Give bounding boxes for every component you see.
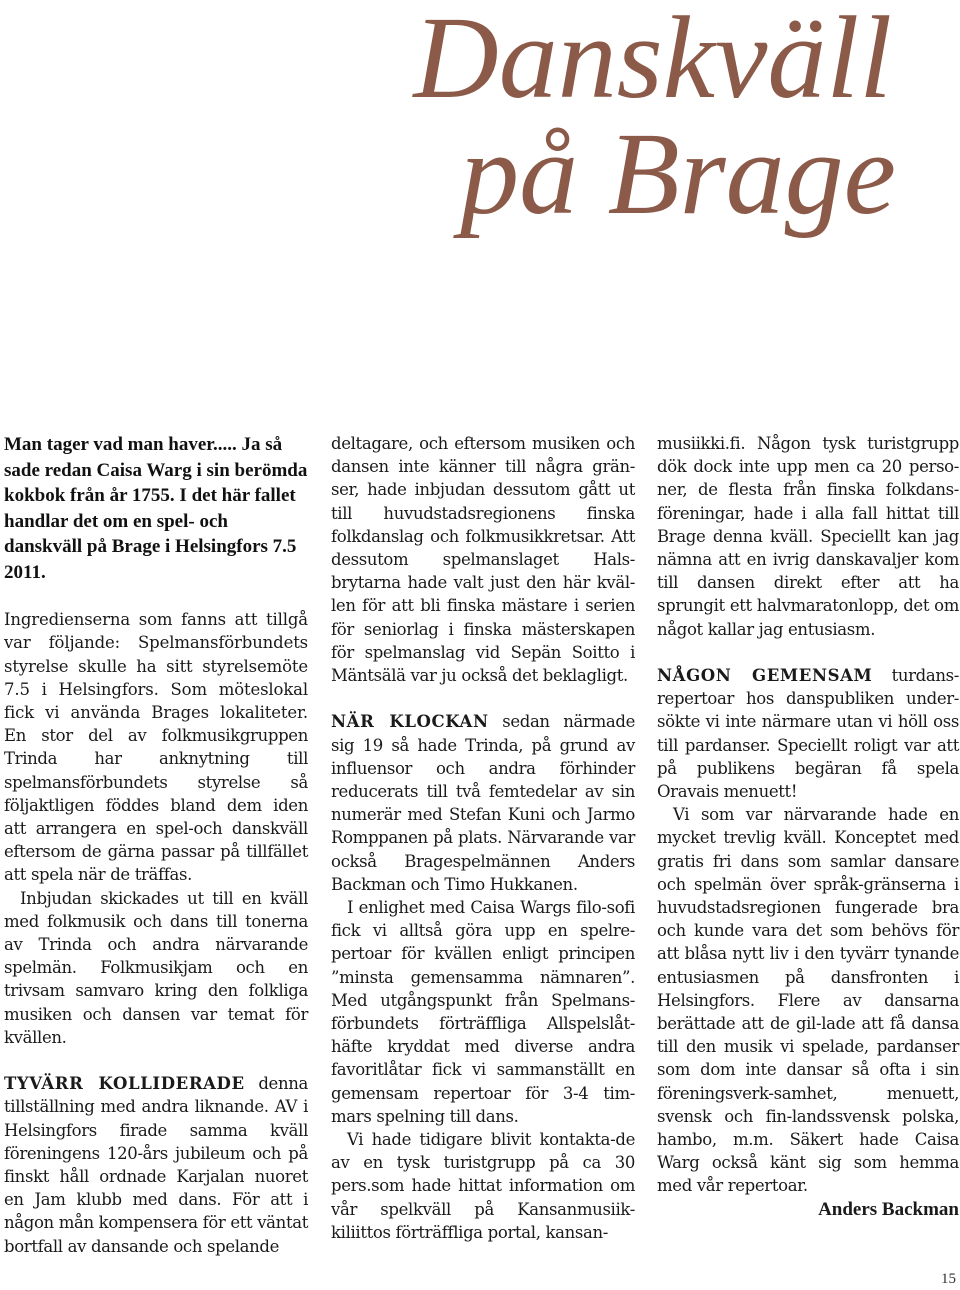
- body-paragraph: Inbjudan skickades ut till en kväll med folkmusik och dans till tonerna av Trinda och andra närvarande spelmän. Folkmusikjam och en trivsam samvaro kring den folkliga musiken och dansen var temat för kvällen.: [4, 888, 308, 1047]
- title-line-1: Danskväll: [413, 0, 892, 123]
- body-paragraph: Vi som var närvarande hade en mycket trevlig kväll. Konceptet med gratis fri dans som samlar dansare och spelmän över språk-gränserna i huvudstadsregionen fungerade bra och kunde vara det som behövs för att blåsa nytt liv i den tyvärr tynande entusiasmen på dansfronten i Helsingfors. Flere av dansarna berättade att de gil-lade att få dansa till den musik vi spelade, pardanser som dom inte dansar så ofta i sin föreningsverk-samhet, menuett, svensk och fin-landssvensk polska, hambo, m.m. Säkert hade Caisa Warg också känt sig som hemma med vår repertoar.: [657, 805, 959, 1196]
- section-heading: NÅGON GEMENSAM: [657, 666, 873, 686]
- body-paragraph: [657, 664, 959, 803]
- lead-paragraph: Man tager vad man haver..... Ja så sade redan Caisa Warg i sin berömda kokbok från år 1755. I det här fallet handlar det om en spel- och danskväll på Brage i Helsingfors 7.5 2011.: [4, 434, 308, 583]
- body-text: denna tillställning med andra liknande. AV i Helsingfors firade samma kväll föreningens 120-års jubileum och på finskt håll ordnade Karjalan nuoret en Jam klubb med dans. För att i någon mån kompensera för ett väntat bortfall av dansande och spelande: [4, 1074, 309, 1256]
- body-paragraph: [4, 1072, 308, 1258]
- article-title: [413, 0, 896, 239]
- body-paragraph: Vi hade tidigare blivit kontakta-de av en tysk turistgrupp på ca 30 pers.som hade hittat information om vår spelkväll på Kansanmusiik-kiliittos förträffliga portal, kansan-: [331, 1130, 635, 1242]
- intro-text: Ingredienserna som fanns att tillgå var följande: Spelmansförbundets styrelse skulle ha sitt styrelsemöte 7.5 i Helsingfors. Som möteslokal fick vi använda Brages lokaliteter.: [4, 610, 308, 722]
- page-number: 15: [941, 1271, 956, 1287]
- column-3: [657, 432, 959, 1221]
- section-heading: NÄR KLOCKAN: [331, 712, 489, 732]
- author-signature: Anders Backman: [818, 1198, 959, 1220]
- body-paragraph: [331, 710, 635, 896]
- body-paragraph: I enlighet med Caisa Wargs filo-sofi fick vi alltså göra upp en spelre-pertoar för kvällen enligt principen ”minsta gemensamma nämnaren”. Med utgångspunkt från Spelmans-förbundets förträffliga Allspelslåt-häfte kryddat med diverse andra favoritlåtar fick vi sammanställt en gemensam repertoar för 3-4 tim-mars spelning till dans.: [331, 898, 635, 1126]
- body-text: sedan närmade sig 19 så hade Trinda, på grund av influensor och andra förhinder reducerats till två femtedelar av sin numerär med Stefan Kuni och Jarmo Romppanen på plats. Närvarande var också Bragespelmännen Anders Backman och Timo Hukkanen.: [331, 712, 635, 894]
- title-line-2: på Brage: [460, 108, 896, 239]
- body-text: En stor del av folkmusikgruppen Trinda har anknytning till spelmansförbundets styrelse så följaktligen föddes bland dem iden att arrangera en spel-och danskväll eftersom de gärna passar på tillfället att spela när de träffas.: [4, 726, 308, 885]
- body-paragraph: deltagare, och eftersom musiken och dansen inte känner till några grän-ser, hade inbjudan dessutom gått ut till huvudstadsregionens finska folkdanslag och folkmusikkretsar. Att dessutom spelmanslaget Hals-brytarna hade valt just den här kväl-len för att bli finska mästare i serien för seniorlag i finska mästerskapen för spelmanslag vid Sepän Soitto i Mäntsälä var ju också det beklagligt.: [331, 434, 635, 686]
- section-heading: TYVÄRR KOLLIDERADE: [4, 1074, 245, 1094]
- body-paragraph: musiikki.fi. Någon tysk turistgrupp dök dock inte upp men ca 20 perso-ner, de flesta från finska folkdans-föreningar, hade i alla fall hittat till Brage denna kväll. Speciellt kan jag nämna att en ivrig danskavaljer kom till dansen direkt efter att ha sprungit ett halvmaratonlopp, det om något kallar jag entusiasm.: [657, 434, 959, 639]
- column-1: [4, 432, 308, 1258]
- body-paragraph: [4, 608, 308, 886]
- column-2: [331, 432, 635, 1244]
- body-text: turdans-repertoar hos danspubliken under-sökte vi inte närmare utan vi höll oss till pardanser. Speciellt roligt var att på publikens begäran få spela Oravais menuett!: [657, 666, 959, 802]
